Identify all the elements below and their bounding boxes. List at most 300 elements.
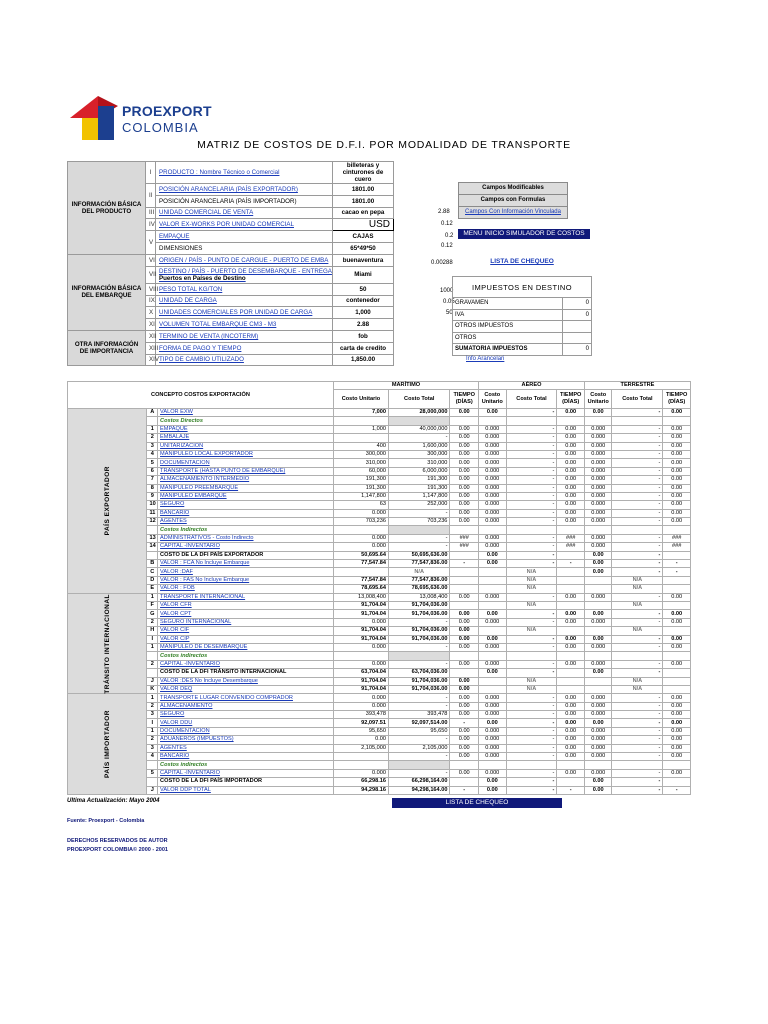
cost-cell-lu[interactable]: 0.00	[584, 568, 612, 576]
cost-cell-mt[interactable]: 50,695,636.00	[389, 551, 450, 559]
cost-cell-mt[interactable]: -	[389, 702, 450, 710]
cost-cell-mt[interactable]: -	[389, 534, 450, 542]
cost-cell-lu[interactable]: 0.000	[584, 618, 612, 626]
info-label[interactable]: EMPAQUE	[156, 231, 333, 243]
cost-cell-au[interactable]	[479, 685, 507, 693]
info-label[interactable]: POSICIÓN ARANCELARIA (PAÍS EXPORTADOR)	[156, 184, 333, 196]
cost-cell-mt[interactable]: 703,236	[389, 518, 450, 526]
cost-cell-mt[interactable]: 91,704,036.00	[389, 677, 450, 685]
cost-cell-au[interactable]	[479, 585, 507, 593]
info-label[interactable]: FORMA DE PAGO Y TIEMPO	[156, 342, 333, 354]
cost-concept-link[interactable]: VALOR DDU	[158, 719, 334, 727]
cost-cell-mu[interactable]: 92,097.51	[333, 719, 388, 727]
cost-concept-link[interactable]: MANIPULEO EMBARQUE	[158, 492, 334, 500]
cost-concept-link[interactable]: EMBALAJE	[158, 434, 334, 442]
info-value[interactable]: 2.88	[333, 319, 394, 331]
cost-cell-mt[interactable]: 95,650	[389, 727, 450, 735]
cost-cell-lt[interactable]: -	[612, 660, 663, 668]
cost-concept-link[interactable]: VALOR CIF	[158, 627, 334, 635]
cost-cell-mu[interactable]: 77,547.84	[333, 576, 388, 584]
info-label[interactable]: VOLUMEN TOTAL EMBARQUE CM3 - M3	[156, 319, 333, 331]
cost-concept-link[interactable]: ADUANEROS (IMPUESTOS)	[158, 736, 334, 744]
cost-cell-lt[interactable]: N/A	[612, 601, 663, 609]
cost-cell-au[interactable]: 0.000	[479, 702, 507, 710]
info-value[interactable]: carta de credito	[333, 342, 394, 354]
cost-concept-link[interactable]: VALOR CPT	[158, 610, 334, 618]
cost-concept-link[interactable]: MANIPULEO PREEMBARQUE	[158, 484, 334, 492]
cost-cell-mu[interactable]	[333, 434, 388, 442]
cost-cell-at[interactable]: -	[506, 711, 557, 719]
cost-cell-mu[interactable]: 91,704.04	[333, 610, 388, 618]
cost-cell-at[interactable]: -	[506, 560, 557, 568]
cost-cell-at[interactable]: -	[506, 518, 557, 526]
cost-cell-lu[interactable]	[584, 576, 612, 584]
cost-cell-mt[interactable]: 191,300	[389, 476, 450, 484]
cost-cell-mu[interactable]: 0.000	[333, 643, 388, 651]
cost-cell-lt[interactable]: -	[612, 492, 663, 500]
info-label[interactable]: UNIDAD COMERCIAL DE VENTA	[156, 207, 333, 219]
cost-cell-mt[interactable]: 94,298,164.00	[389, 786, 450, 794]
cost-cell-at[interactable]: -	[506, 409, 557, 417]
cost-concept-link[interactable]: VALOR :DES No Incluye Desembarque	[158, 677, 334, 685]
cost-cell-at[interactable]: -	[506, 669, 557, 677]
cost-cell-mu[interactable]: 703,236	[333, 518, 388, 526]
cost-cell-at[interactable]: -	[506, 425, 557, 433]
cost-cell-au[interactable]: 0.000	[479, 509, 507, 517]
cost-concept-link[interactable]: TRANSPORTE INTERNACIONAL	[158, 593, 334, 601]
cost-cell-mu[interactable]	[333, 753, 388, 761]
cost-cell-au[interactable]	[479, 677, 507, 685]
cost-cell-au[interactable]: 0.000	[479, 484, 507, 492]
cost-cell-at[interactable]: -	[506, 484, 557, 492]
cost-cell-mu[interactable]: 7,000	[333, 409, 388, 417]
cost-cell-lt[interactable]: -	[612, 409, 663, 417]
cost-cell-au[interactable]: 0.00	[479, 560, 507, 568]
cost-cell-au[interactable]: 0.000	[479, 534, 507, 542]
cost-cell-at[interactable]: -	[506, 643, 557, 651]
cost-cell-au[interactable]: 0.000	[479, 467, 507, 475]
cost-cell-lu[interactable]: 0.000	[584, 467, 612, 475]
cost-cell-lt[interactable]: -	[612, 618, 663, 626]
cost-cell-at[interactable]: -	[506, 534, 557, 542]
cost-cell-lt[interactable]: N/A	[612, 685, 663, 693]
cost-cell-lt[interactable]: -	[612, 476, 663, 484]
cost-cell-mu[interactable]: 94,298.16	[333, 786, 388, 794]
cost-concept-link[interactable]: AGENTES	[158, 744, 334, 752]
cost-cell-lu[interactable]: 0.000	[584, 694, 612, 702]
tax-value[interactable]: 0	[563, 298, 592, 310]
cost-cell-mt[interactable]: -	[389, 618, 450, 626]
cost-cell-lu[interactable]: 0.000	[584, 501, 612, 509]
cost-cell-lt[interactable]: -	[612, 643, 663, 651]
cost-cell-au[interactable]: 0.000	[479, 434, 507, 442]
cost-cell-lt[interactable]: -	[612, 786, 663, 794]
cost-cell-au[interactable]: 0.000	[479, 727, 507, 735]
cost-cell-lu[interactable]: 0.000	[584, 753, 612, 761]
cost-cell-lt[interactable]: -	[612, 702, 663, 710]
info-label[interactable]: VALOR EX-WORKS POR UNIDAD COMERCIAL	[156, 219, 333, 231]
cost-concept-link[interactable]: UNITARIZACION	[158, 442, 334, 450]
info-value[interactable]: 1801.00	[333, 195, 394, 207]
cost-cell-at[interactable]: -	[506, 509, 557, 517]
cost-cell-au[interactable]: 0.000	[479, 450, 507, 458]
cost-cell-au[interactable]	[479, 568, 507, 576]
cost-cell-lt[interactable]: N/A	[612, 627, 663, 635]
cost-cell-mu[interactable]: 77,547.84	[333, 560, 388, 568]
cost-cell-lt[interactable]: N/A	[612, 677, 663, 685]
cost-cell-mu[interactable]: 60,000	[333, 467, 388, 475]
cost-cell-lu[interactable]: 0.000	[584, 509, 612, 517]
cost-cell-mu[interactable]: 0.000	[333, 509, 388, 517]
cost-cell-lu[interactable]: 0.000	[584, 425, 612, 433]
cost-cell-lu[interactable]: 0.000	[584, 518, 612, 526]
cost-cell-au[interactable]: 0.000	[479, 753, 507, 761]
cost-cell-au[interactable]: 0.000	[479, 736, 507, 744]
cost-cell-at[interactable]: -	[506, 593, 557, 601]
cost-cell-lt[interactable]: -	[612, 719, 663, 727]
cost-cell-mu[interactable]: 0.000	[333, 660, 388, 668]
cost-cell-lu[interactable]: 0.000	[584, 534, 612, 542]
cost-cell-mt[interactable]: 91,704,036.00	[389, 627, 450, 635]
cost-cell-mt[interactable]: 77,547,836.00	[389, 560, 450, 568]
cost-cell-mu[interactable]: 191,300	[333, 476, 388, 484]
cost-cell-mt[interactable]: 92,097,514.00	[389, 719, 450, 727]
cost-cell-lu[interactable]: 0.000	[584, 744, 612, 752]
cost-cell-mt[interactable]: 1,600,000	[389, 442, 450, 450]
info-value[interactable]: Miami	[333, 266, 394, 283]
cost-cell-mt[interactable]: -	[389, 694, 450, 702]
cost-concept-link[interactable]: ALMACENAMIENTO INTERMEDIO	[158, 476, 334, 484]
cost-cell-lt[interactable]: -	[612, 509, 663, 517]
cost-cell-at[interactable]: -	[506, 467, 557, 475]
cost-concept-link[interactable]: VALOR CIP	[158, 635, 334, 643]
cost-cell-lt[interactable]: -	[612, 694, 663, 702]
cost-cell-mt[interactable]: -	[389, 543, 450, 551]
cost-concept-link[interactable]: CAPITAL -INVENTARIO	[158, 543, 334, 551]
cost-cell-lt[interactable]: -	[612, 736, 663, 744]
cost-cell-at[interactable]: -	[506, 736, 557, 744]
cost-cell-au[interactable]: 0.00	[479, 635, 507, 643]
cost-cell-at[interactable]: -	[506, 744, 557, 752]
cost-concept-link[interactable]: VALOR DDP TOTAL	[158, 786, 334, 794]
cost-cell-au[interactable]	[479, 601, 507, 609]
cost-cell-lu[interactable]: 0.000	[584, 593, 612, 601]
info-label[interactable]: ORIGEN / PAÍS - PUNTO DE CARGUE - PUERTO DE EMBA	[156, 254, 333, 266]
info-value[interactable]: fob	[333, 330, 394, 342]
cost-cell-mt[interactable]: 2,105,000	[389, 744, 450, 752]
info-value[interactable]: 1801.00	[333, 184, 394, 196]
cost-cell-lt[interactable]: -	[612, 727, 663, 735]
cost-cell-au[interactable]: 0.000	[479, 518, 507, 526]
tax-value[interactable]	[563, 321, 592, 333]
cost-concept-link[interactable]: MANIPULEO DE DESEMBARQUE	[158, 643, 334, 651]
cost-cell-at[interactable]: N/A	[506, 568, 557, 576]
cost-cell-lu[interactable]: 0.00	[584, 610, 612, 618]
cost-cell-mu[interactable]	[333, 568, 388, 576]
cost-cell-mu[interactable]: 78,695.64	[333, 585, 388, 593]
cost-cell-mt[interactable]: 77,547,836.00	[389, 576, 450, 584]
cost-cell-au[interactable]: 0.000	[479, 769, 507, 777]
cost-cell-mu[interactable]: 300,000	[333, 450, 388, 458]
cost-cell-mu[interactable]: 0.000	[333, 694, 388, 702]
info-value[interactable]: buenaventura	[333, 254, 394, 266]
cost-cell-lu[interactable]: 0.000	[584, 736, 612, 744]
info-label-main[interactable]: DESTINO / PAÍS - PUERTO DE DESEMBARQUE - ENTREGA	[159, 267, 332, 275]
cost-cell-lu[interactable]: 0.000	[584, 769, 612, 777]
info-value[interactable]: USD	[333, 219, 394, 231]
cost-cell-mt[interactable]: 252,000	[389, 501, 450, 509]
info-label[interactable]: UNIDADES COMERCIALES POR UNIDAD DE CARGA	[156, 307, 333, 319]
info-value[interactable]: cacao en pepa	[333, 207, 394, 219]
cost-cell-lt[interactable]: N/A	[612, 576, 663, 584]
cost-cell-au[interactable]: 0.000	[479, 501, 507, 509]
cost-cell-mu[interactable]: 0.000	[333, 618, 388, 626]
info-value[interactable]: 1,000	[333, 307, 394, 319]
cost-cell-lt[interactable]: -	[612, 769, 663, 777]
cost-cell-lt[interactable]: -	[612, 753, 663, 761]
info-value[interactable]: 1,850.00	[333, 354, 394, 366]
cost-concept-link[interactable]: VALOR : FCA No Incluye Embarque	[158, 560, 334, 568]
cost-cell-mt[interactable]: -	[389, 643, 450, 651]
cost-cell-lt[interactable]: -	[612, 484, 663, 492]
info-label[interactable]: UNIDAD DE CARGA	[156, 295, 333, 307]
checklist-button[interactable]: LISTA DE CHEQUEO	[486, 257, 558, 267]
cost-cell-au[interactable]: 0.00	[479, 778, 507, 786]
cost-cell-mu[interactable]: 91,704.04	[333, 635, 388, 643]
cost-cell-lu[interactable]	[584, 627, 612, 635]
cost-cell-mt[interactable]: -	[389, 660, 450, 668]
cost-cell-mt[interactable]: -	[389, 434, 450, 442]
cost-concept-link[interactable]: CAPITAL -INVENTARIO	[158, 660, 334, 668]
cost-cell-at[interactable]: -	[506, 610, 557, 618]
cost-cell-mt[interactable]: 6,000,000	[389, 467, 450, 475]
cost-cell-at[interactable]: -	[506, 660, 557, 668]
cost-concept-link[interactable]: ADMINISTRATIVOS - Costo Indirecto	[158, 534, 334, 542]
cost-cell-au[interactable]: 0.000	[479, 492, 507, 500]
cost-cell-au[interactable]: 0.000	[479, 618, 507, 626]
cost-cell-lt[interactable]: -	[612, 669, 663, 677]
cost-cell-mt[interactable]: 91,704,036.00	[389, 610, 450, 618]
cost-cell-mu[interactable]: 66,298.16	[333, 778, 388, 786]
cost-cell-lu[interactable]: 0.000	[584, 459, 612, 467]
cost-concept-link[interactable]: DOCUMENTACION	[158, 727, 334, 735]
cost-cell-mu[interactable]: 310,000	[333, 459, 388, 467]
info-value[interactable]: CAJAS	[333, 231, 394, 243]
cost-cell-mt[interactable]: 310,000	[389, 459, 450, 467]
cost-cell-lu[interactable]: 0.00	[584, 786, 612, 794]
cost-cell-lt[interactable]: -	[612, 501, 663, 509]
cost-cell-mu[interactable]: 2,105,000	[333, 744, 388, 752]
cost-cell-au[interactable]: 0.000	[479, 694, 507, 702]
cost-cell-mu[interactable]: 13,008,400	[333, 593, 388, 601]
info-label[interactable]: PRODUCTO : Nombre Técnico o Comercial	[156, 162, 333, 184]
cost-cell-mu[interactable]: 91,704.04	[333, 685, 388, 693]
cost-cell-mu[interactable]: 400	[333, 442, 388, 450]
cost-cell-au[interactable]: 0.00	[479, 610, 507, 618]
cost-cell-lt[interactable]: -	[612, 551, 663, 559]
cost-cell-lt[interactable]: -	[612, 610, 663, 618]
cost-cell-au[interactable]: 0.00	[479, 719, 507, 727]
cost-cell-mt[interactable]: 40,000,000	[389, 425, 450, 433]
cost-concept-link[interactable]: BANCARIO	[158, 509, 334, 517]
info-label[interactable]: TERMINO DE VENTA (INCOTERM)	[156, 330, 333, 342]
cost-cell-au[interactable]: 0.000	[479, 593, 507, 601]
cost-cell-mu[interactable]: 0.000	[333, 769, 388, 777]
cost-cell-lu[interactable]: 0.00	[584, 551, 612, 559]
cost-cell-mu[interactable]: 0.000	[333, 702, 388, 710]
cost-cell-mt[interactable]: 191,300	[389, 484, 450, 492]
cost-cell-mu[interactable]: 63	[333, 501, 388, 509]
cost-cell-mu[interactable]: 0.000	[333, 534, 388, 542]
info-value[interactable]: contenedor	[333, 295, 394, 307]
cost-cell-lu[interactable]: 0.000	[584, 711, 612, 719]
cost-cell-mt[interactable]: 78,695,636.00	[389, 585, 450, 593]
info-value[interactable]: 65*49*50	[333, 243, 394, 255]
cost-cell-mu[interactable]: 91,704.04	[333, 601, 388, 609]
cost-cell-lu[interactable]: 0.000	[584, 727, 612, 735]
cost-cell-at[interactable]: -	[506, 618, 557, 626]
cost-cell-at[interactable]: -	[506, 501, 557, 509]
cost-cell-mt[interactable]: 1,147,800	[389, 492, 450, 500]
cost-cell-lt[interactable]: -	[612, 450, 663, 458]
cost-cell-at[interactable]: N/A	[506, 585, 557, 593]
cost-concept-link[interactable]: DOCUMENTACION	[158, 459, 334, 467]
cost-cell-au[interactable]: 0.00	[479, 669, 507, 677]
cost-cell-lt[interactable]: -	[612, 568, 663, 576]
cost-cell-at[interactable]: N/A	[506, 601, 557, 609]
cost-concept-link[interactable]: VALOR : FAS No Incluye Embarque	[158, 576, 334, 584]
cost-concept-link[interactable]: VALOR : FOB	[158, 585, 334, 593]
cost-cell-lt[interactable]: N/A	[612, 585, 663, 593]
cost-cell-lu[interactable]: 0.000	[584, 543, 612, 551]
cost-cell-at[interactable]: -	[506, 719, 557, 727]
cost-cell-au[interactable]: 0.000	[479, 425, 507, 433]
cost-cell-lu[interactable]: 0.000	[584, 450, 612, 458]
cost-cell-mu[interactable]: 91,704.04	[333, 677, 388, 685]
info-label[interactable]	[156, 266, 333, 283]
cost-concept-link[interactable]: EMPAQUE	[158, 425, 334, 433]
legend-linked[interactable]: Campos Con Información Vinculada	[458, 206, 568, 219]
cost-cell-at[interactable]: N/A	[506, 627, 557, 635]
cost-cell-mt[interactable]: N/A	[389, 568, 450, 576]
cost-cell-mu[interactable]: 63,704.04	[333, 669, 388, 677]
cost-cell-lu[interactable]	[584, 601, 612, 609]
cost-cell-lt[interactable]: -	[612, 442, 663, 450]
cost-cell-mt[interactable]: -	[389, 753, 450, 761]
cost-cell-lu[interactable]: 0.000	[584, 476, 612, 484]
cost-cell-au[interactable]: 0.000	[479, 643, 507, 651]
tariff-info-link[interactable]: Info Arancelari	[466, 356, 505, 362]
cost-concept-link[interactable]: MANIPULEO LOCAL EXPORTADOR	[158, 450, 334, 458]
cost-cell-au[interactable]: 0.000	[479, 476, 507, 484]
cost-concept-link[interactable]: TRANSPORTE LUGAR CONVENIDO COMPRADOR	[158, 694, 334, 702]
cost-cell-au[interactable]	[479, 627, 507, 635]
menu-simulator-button[interactable]: MENU INICIO SIMULADOR DE COSTOS	[458, 229, 590, 239]
cost-concept-link[interactable]: VALOR CFR	[158, 601, 334, 609]
cost-cell-lt[interactable]: -	[612, 518, 663, 526]
cost-concept-link[interactable]: AGENTES	[158, 518, 334, 526]
cost-concept-link[interactable]: VALOR :DAF	[158, 568, 334, 576]
cost-cell-lu[interactable]: 0.00	[584, 409, 612, 417]
cost-cell-lt[interactable]: -	[612, 560, 663, 568]
cost-cell-mu[interactable]: 1,000	[333, 425, 388, 433]
cost-cell-au[interactable]: 0.000	[479, 660, 507, 668]
cost-concept-link[interactable]: VALOR EXW	[158, 409, 334, 417]
cost-cell-lu[interactable]: 0.000	[584, 442, 612, 450]
cost-cell-at[interactable]: -	[506, 434, 557, 442]
cost-concept-link[interactable]: ALMACENAMIENTO	[158, 702, 334, 710]
tax-value[interactable]: 0	[563, 344, 592, 356]
cost-cell-lu[interactable]: 0.00	[584, 778, 612, 786]
cost-cell-mu[interactable]: 0.00	[333, 736, 388, 744]
cost-cell-lt[interactable]: -	[612, 425, 663, 433]
cost-cell-mt[interactable]: 28,000,000	[389, 409, 450, 417]
cost-cell-at[interactable]: -	[506, 543, 557, 551]
cost-cell-mu[interactable]: 95,650	[333, 727, 388, 735]
info-label[interactable]: PESO TOTAL KG/TON	[156, 283, 333, 295]
cost-cell-at[interactable]: -	[506, 450, 557, 458]
cost-cell-mu[interactable]: 393,478	[333, 711, 388, 719]
cost-concept-link[interactable]: SEGURO	[158, 711, 334, 719]
cost-cell-at[interactable]: -	[506, 727, 557, 735]
cost-cell-mt[interactable]: 63,704,036.00	[389, 669, 450, 677]
cost-cell-au[interactable]: 0.000	[479, 543, 507, 551]
cost-cell-mt[interactable]: 91,704,036.00	[389, 685, 450, 693]
cost-cell-mt[interactable]: -	[389, 509, 450, 517]
tax-value[interactable]: 0	[563, 309, 592, 321]
cost-cell-lu[interactable]: 0.00	[584, 560, 612, 568]
cost-cell-au[interactable]: 0.000	[479, 744, 507, 752]
cost-cell-lu[interactable]	[584, 585, 612, 593]
cost-cell-lt[interactable]: -	[612, 635, 663, 643]
cost-cell-au[interactable]: 0.00	[479, 551, 507, 559]
cost-cell-au[interactable]: 0.00	[479, 409, 507, 417]
cost-cell-lu[interactable]: 0.000	[584, 434, 612, 442]
cost-cell-lt[interactable]: -	[612, 778, 663, 786]
cost-cell-at[interactable]: -	[506, 442, 557, 450]
cost-cell-at[interactable]: -	[506, 694, 557, 702]
cost-cell-lu[interactable]: 0.00	[584, 635, 612, 643]
cost-cell-lt[interactable]: -	[612, 711, 663, 719]
cost-cell-au[interactable]: 0.000	[479, 711, 507, 719]
cost-cell-mu[interactable]: 191,300	[333, 484, 388, 492]
cost-cell-mt[interactable]: 300,000	[389, 450, 450, 458]
cost-cell-at[interactable]: -	[506, 551, 557, 559]
cost-cell-lt[interactable]: -	[612, 593, 663, 601]
cost-concept-link[interactable]: CAPITAL -INVENTARIO	[158, 769, 334, 777]
cost-cell-lt[interactable]: -	[612, 744, 663, 752]
cost-cell-lt[interactable]: -	[612, 467, 663, 475]
cost-cell-at[interactable]: -	[506, 786, 557, 794]
cost-concept-link[interactable]: VALOR DEQ	[158, 685, 334, 693]
cost-cell-lt[interactable]: -	[612, 459, 663, 467]
cost-cell-mu[interactable]: 0.000	[333, 543, 388, 551]
cost-concept-link[interactable]: SEGURO	[158, 501, 334, 509]
cost-cell-at[interactable]: -	[506, 492, 557, 500]
cost-cell-au[interactable]: 0.000	[479, 459, 507, 467]
cost-cell-mt[interactable]: 13,008,400	[389, 593, 450, 601]
cost-cell-lt[interactable]: -	[612, 534, 663, 542]
cost-cell-mu[interactable]: 50,695.64	[333, 551, 388, 559]
info-label[interactable]: TIPO DE CAMBIO UTILIZADO	[156, 354, 333, 366]
cost-cell-lu[interactable]: 0.000	[584, 643, 612, 651]
cost-cell-au[interactable]	[479, 576, 507, 584]
cost-cell-at[interactable]: -	[506, 769, 557, 777]
cost-cell-mt[interactable]: 393,478	[389, 711, 450, 719]
cost-cell-at[interactable]: N/A	[506, 677, 557, 685]
cost-cell-lu[interactable]	[584, 685, 612, 693]
cost-cell-at[interactable]: -	[506, 476, 557, 484]
